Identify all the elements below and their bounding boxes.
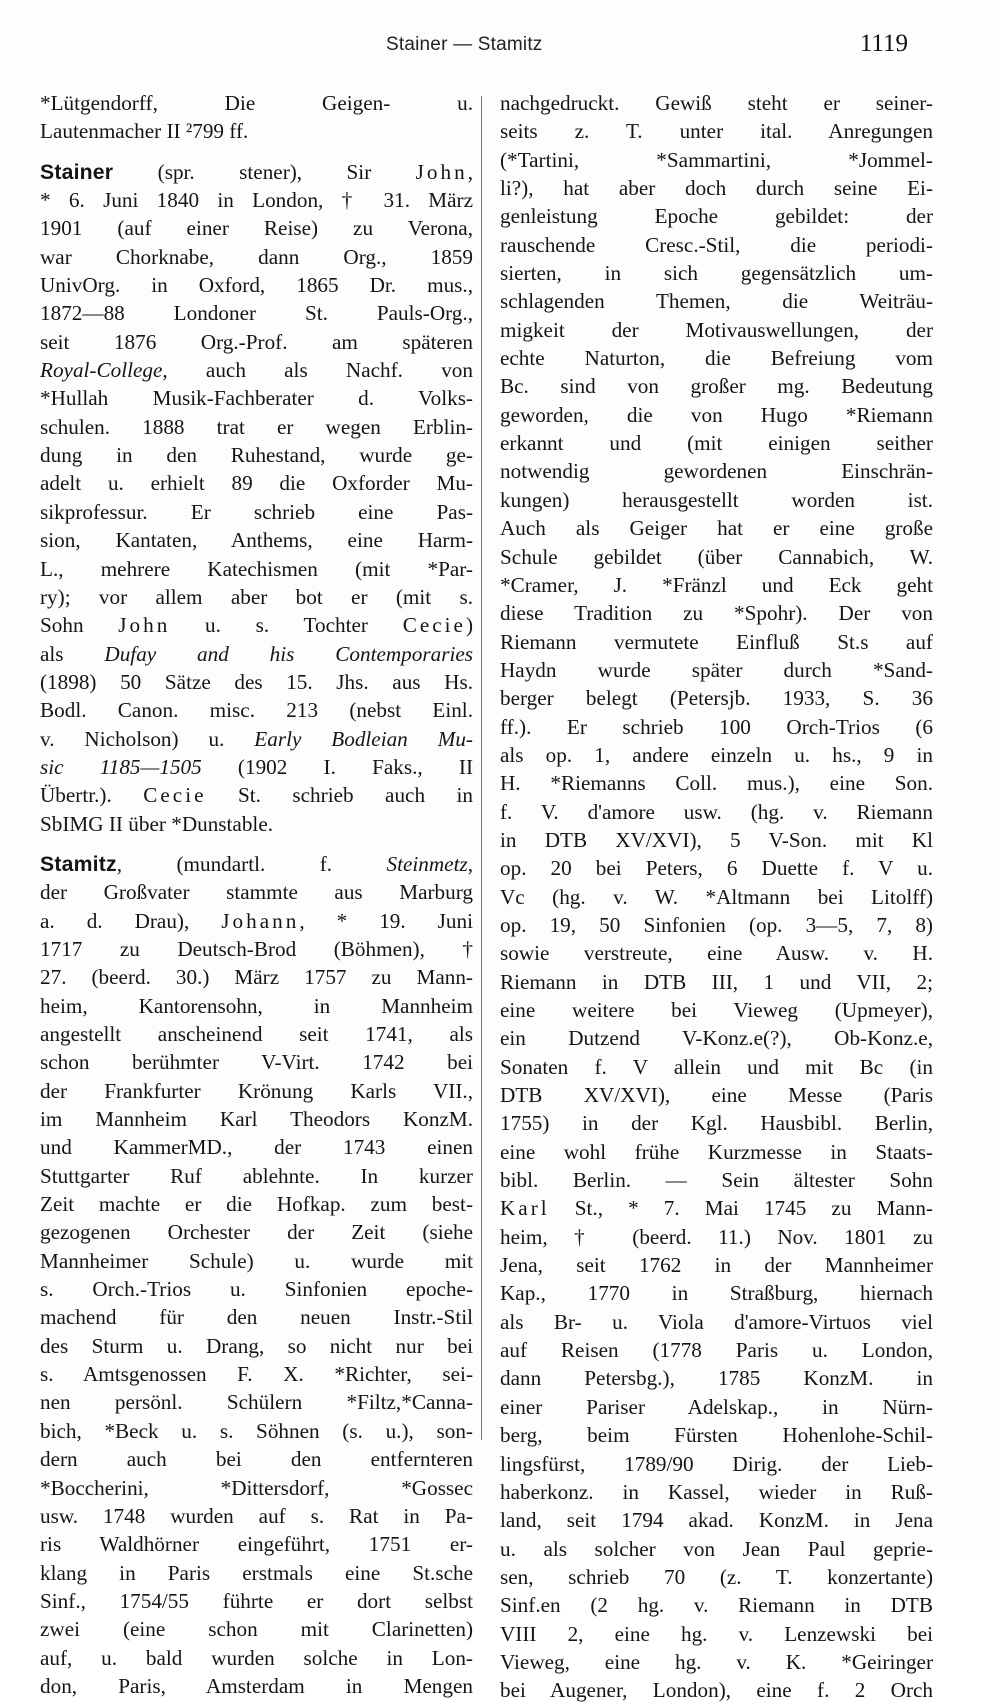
text-line: L., mehrere Katechismen (mit *Par-	[40, 556, 473, 581]
text-line: machend für den neuen Instr.-Stil	[40, 1305, 473, 1330]
text-line: erkannt und (mit einigen seither	[500, 431, 933, 456]
page-number: 1119	[859, 30, 908, 57]
text-line: zwei (eine schon mit Clarinetten)	[40, 1617, 473, 1642]
text-line: SbIMG II über *Dunstable.	[40, 811, 274, 836]
text-line: sierten, in sich gegensätzlich um-	[500, 261, 933, 286]
text-span: , auch als Nachf. von	[162, 358, 473, 383]
text-line: berg, beim Fürsten Hohenlohe-Schil-	[500, 1423, 933, 1448]
text-line: Riemann in DTB III, 1 und VII, 2;	[500, 969, 933, 994]
text-line: Riemann vermutete Einfluß St.s auf	[500, 629, 933, 654]
text-line: op. 19, 50 Sinfonien (op. 3—5, 7, 8)	[500, 912, 933, 937]
text-line: schon berühmter V-Virt. 1742 bei	[40, 1050, 473, 1075]
text-line: Mannheimer Schule) u. wurde mit	[40, 1248, 473, 1273]
text-line: bich, *Beck u. s. Söhnen (s. u.), son-	[40, 1418, 473, 1443]
text-line: der Großvater stammte aus Marburg	[40, 880, 473, 905]
text-line: als op. 1, andere einzeln u. hs., 9 in	[500, 742, 933, 767]
text-span: v. Nicholson) u.	[40, 726, 255, 751]
text-line: Kap., 1770 in Straßburg, hiernach	[500, 1281, 933, 1306]
text-line: *Cramer, J. *Fränzl und Eck geht	[500, 572, 933, 597]
text-line: dung in den Ruhestand, wurde ge-	[40, 443, 473, 468]
text-line: ein Dutzend V-Konz.e(?), Ob-Konz.e,	[500, 1026, 933, 1051]
text-line	[40, 640, 473, 668]
text-line: H. *Riemanns Coll. mus.), eine Son.	[500, 771, 933, 796]
text-line: geworden, die von Hugo *Riemann	[500, 402, 933, 427]
left-column	[40, 89, 473, 1700]
text-line: Lautenmacher II ²799 ff.	[40, 119, 249, 144]
spaced-name: Cecie	[402, 613, 466, 638]
text-line: sikprofessur. Er schrieb eine Pas-	[40, 499, 473, 524]
text-line: 1901 (auf einer Reise) zu Verona,	[40, 216, 473, 241]
text-line: don, Paris, Amsterdam in Mengen	[40, 1673, 473, 1698]
text-line: war Chorknabe, dann Org., 1859	[40, 244, 473, 269]
text-line: heim, Kantorensohn, in Mannheim	[40, 993, 473, 1018]
text-line: seit 1876 Org.-Prof. am späteren	[40, 329, 473, 354]
text-span: )	[465, 613, 473, 638]
text-line	[40, 753, 473, 781]
text-line	[500, 1194, 933, 1222]
text-line: sion, Kantaten, Anthems, eine Harm-	[40, 528, 473, 553]
text-line	[40, 781, 473, 809]
text-line: schulen. 1888 trat er wegen Erblin-	[40, 414, 473, 439]
text-line: Vieweg, eine hg. v. K. *Geiringer	[500, 1649, 933, 1674]
text-line: notwendig gewordenen Einschrän-	[500, 459, 933, 484]
text-line: diese Tradition zu *Spohr). Der von	[500, 601, 933, 626]
text-line: (*Tartini, *Sammartini, *Jommel-	[500, 147, 933, 172]
italic-title: Royal-College	[40, 358, 163, 383]
text-line: Sinf., 1754/55 führte er dort selbst	[40, 1588, 473, 1613]
text-line: und KammerMD., der 1743 einen	[40, 1135, 473, 1160]
text-line: s. Orch.-Trios u. Sinfonien epoche-	[40, 1277, 473, 1302]
text-span: ,	[467, 851, 473, 876]
text-line: dern auch bei den entfernteren	[40, 1447, 473, 1472]
text-line: migkeit der Motivauswellungen, der	[500, 317, 933, 342]
text-line: 1717 zu Deutsch-Brod (Böhmen), †	[40, 936, 473, 961]
text-line: kungen) herausgestellt worden ist.	[500, 487, 933, 512]
entry-headword: Stamitz	[40, 852, 117, 876]
text-line	[40, 850, 473, 878]
text-line: sowie verstreute, eine Ausw. v. H.	[500, 941, 933, 966]
text-span: , (mundartl. f.	[116, 851, 387, 876]
text-line: Jena, seit 1762 in der Mannheimer	[500, 1253, 933, 1278]
text-span: ,	[467, 159, 473, 184]
text-line: nen persönl. Schülern *Filtz,*Canna-	[40, 1390, 473, 1415]
text-line	[40, 611, 473, 639]
text-line: Haydn wurde später durch *Sand-	[500, 657, 933, 682]
text-span: Sohn	[40, 613, 119, 638]
text-span: a. d. Drau),	[40, 908, 222, 933]
text-line: *Lütgendorff, Die Geigen- u.	[40, 91, 473, 115]
text-span: u. s. Tochter	[170, 613, 403, 638]
text-line: berger belegt (Petersjb. 1933, S. 36	[500, 686, 933, 711]
text-line: * 6. Juni 1840 in London, † 31. März	[40, 188, 473, 213]
text-line: 27. (beerd. 30.) März 1757 zu Mann-	[40, 965, 473, 990]
text-line: Bodl. Canon. misc. 213 (nebst Einl.	[40, 698, 473, 723]
text-line: adelt u. erhielt 89 die Oxforder Mu-	[40, 471, 473, 496]
text-line: li?), hat aber doch durch seine Ei-	[500, 176, 933, 201]
text-line	[40, 725, 473, 753]
italic-title: Steinmetz	[386, 851, 468, 876]
text-line: seits z. T. unter ital. Anregungen	[500, 119, 933, 144]
text-line	[40, 158, 473, 186]
text-line	[40, 356, 473, 384]
right-column	[500, 89, 933, 1705]
text-line: rauschende Cresc.-Stil, die periodi-	[500, 232, 933, 257]
text-line: sen, schrieb 70 (z. T. konzertante)	[500, 1564, 933, 1589]
text-line: lingsfürst, 1789/90 Dirig. der Lieb-	[500, 1451, 933, 1476]
text-span: St., * 7. Mai 1745 zu Mann-	[549, 1196, 933, 1221]
text-span: (1902 I. Faks., II	[201, 754, 473, 779]
text-line: 1872—88 Londoner St. Pauls-Org.,	[40, 301, 473, 326]
spaced-name: Johann	[221, 908, 300, 933]
text-line: einer Pariser Adelskap., in Nürn-	[500, 1394, 933, 1419]
text-line: des Sturm u. Drang, so nicht nur bei	[40, 1333, 473, 1358]
text-line: (1898) 50 Sätze des 15. Jhs. aus Hs.	[40, 669, 473, 694]
text-line: auf Reisen (1778 Paris u. London,	[500, 1338, 933, 1363]
text-line: bibl. Berlin. — Sein ältester Sohn	[500, 1168, 933, 1193]
text-line: usw. 1748 wurden auf s. Rat in Pa-	[40, 1503, 473, 1528]
text-line: eine wohl frühe Kurzmesse in Staats-	[500, 1139, 933, 1164]
text-span: (spr. stener), Sir	[113, 159, 416, 184]
text-line: ry); vor allem aber bot er (mit s.	[40, 584, 473, 609]
spaced-name: Karl	[500, 1196, 550, 1221]
text-line: Auch als Geiger hat er eine große	[500, 516, 933, 541]
entry-headword: Stainer	[40, 160, 114, 184]
text-line: nachgedruckt. Gewiß steht er seiner-	[500, 91, 933, 115]
text-line: op. 20 bei Peters, 6 Duette f. V u.	[500, 856, 933, 881]
text-line: *Boccherini, *Dittersdorf, *Gossec	[40, 1475, 473, 1500]
text-span: als	[40, 641, 105, 666]
text-line: UnivOrg. in Oxford, 1865 Dr. mus.,	[40, 273, 473, 298]
text-line: haberkonz. in Kassel, wieder in Ruß-	[500, 1479, 933, 1504]
text-line: als Br- u. Viola d'amore-Virtuos viel	[500, 1309, 933, 1334]
text-line: s. Amtsgenossen F. X. *Richter, sei-	[40, 1362, 473, 1387]
spaced-name: Cecie	[143, 783, 207, 808]
text-line: *Hullah Musik-Fachberater d. Volks-	[40, 386, 473, 411]
spaced-name: John	[118, 613, 171, 638]
text-line: dann Petersbg.), 1785 KonzM. in	[500, 1366, 933, 1391]
text-line: Sinf.en (2 hg. v. Riemann in DTB	[500, 1593, 933, 1618]
text-line: bei Augener, London), eine f. 2 Orch	[500, 1678, 933, 1703]
text-line: land, seit 1794 akad. KonzM. in Jena	[500, 1508, 933, 1533]
running-head: Stainer — Stamitz	[386, 34, 543, 55]
text-line: auf, u. bald wurden solche in Lon-	[40, 1645, 473, 1670]
italic-title: sic 1185—1505	[40, 754, 202, 779]
text-line: u. als solcher von Jean Paul geprie-	[500, 1536, 933, 1561]
text-line: Schule gebildet (über Cannabich, W.	[500, 544, 933, 569]
text-span: St. schrieb auch in	[206, 783, 473, 808]
text-line: 1755) in der Kgl. Hausbibl. Berlin,	[500, 1111, 933, 1136]
text-line: Stuttgarter Ruf ablehnte. In kurzer	[40, 1163, 473, 1188]
text-line: klang in Paris erstmals eine St.sche	[40, 1560, 473, 1585]
italic-title: Early Bodleian Mu-	[254, 726, 473, 751]
text-line: Sonaten f. V allein und mit Bc (in	[500, 1054, 933, 1079]
text-line: echte Naturton, die Befreiung vom	[500, 346, 933, 371]
text-line: Vc (hg. v. W. *Altmann bei Litolff)	[500, 884, 933, 909]
text-line: ris Waldhörner eingeführt, 1751 er-	[40, 1532, 473, 1557]
text-span: Übertr.).	[40, 783, 144, 808]
text-line: eine weitere bei Vieweg (Upmeyer),	[500, 998, 933, 1022]
text-line: DTB XV/XVI), eine Messe (Paris	[500, 1083, 933, 1108]
text-line: heim, † (beerd. 11.) Nov. 1801 zu	[500, 1224, 933, 1249]
text-line: Bc. sind von großer mg. Bedeutung	[500, 374, 933, 399]
italic-title: Dufay and his Contemporaries	[104, 641, 473, 666]
column-divider	[481, 96, 482, 1440]
text-line: VIII 2, eine hg. v. Lenzewski bei	[500, 1621, 933, 1646]
text-line: in DTB XV/XVI), 5 V-Son. mit Kl	[500, 827, 933, 852]
text-line: schlagenden Themen, die Weiträu-	[500, 289, 933, 314]
spaced-name: John	[415, 159, 468, 184]
text-line: f. V. d'amore usw. (hg. v. Riemann	[500, 799, 933, 824]
text-line: der Frankfurter Krönung Karls VII.,	[40, 1078, 473, 1103]
text-span: , * 19. Juni	[299, 908, 473, 933]
text-line: Zeit machte er die Hofkap. zum best-	[40, 1192, 473, 1217]
text-line: ff.). Er schrieb 100 Orch-Trios (6	[500, 714, 933, 739]
text-line: gezogenen Orchester der Zeit (siehe	[40, 1220, 473, 1245]
text-line	[40, 907, 473, 935]
text-line: genleistung Epoche gebildet: der	[500, 204, 933, 229]
text-line: angestellt anscheinend seit 1741, als	[40, 1022, 473, 1046]
text-line: im Mannheim Karl Theodors KonzM.	[40, 1107, 473, 1132]
